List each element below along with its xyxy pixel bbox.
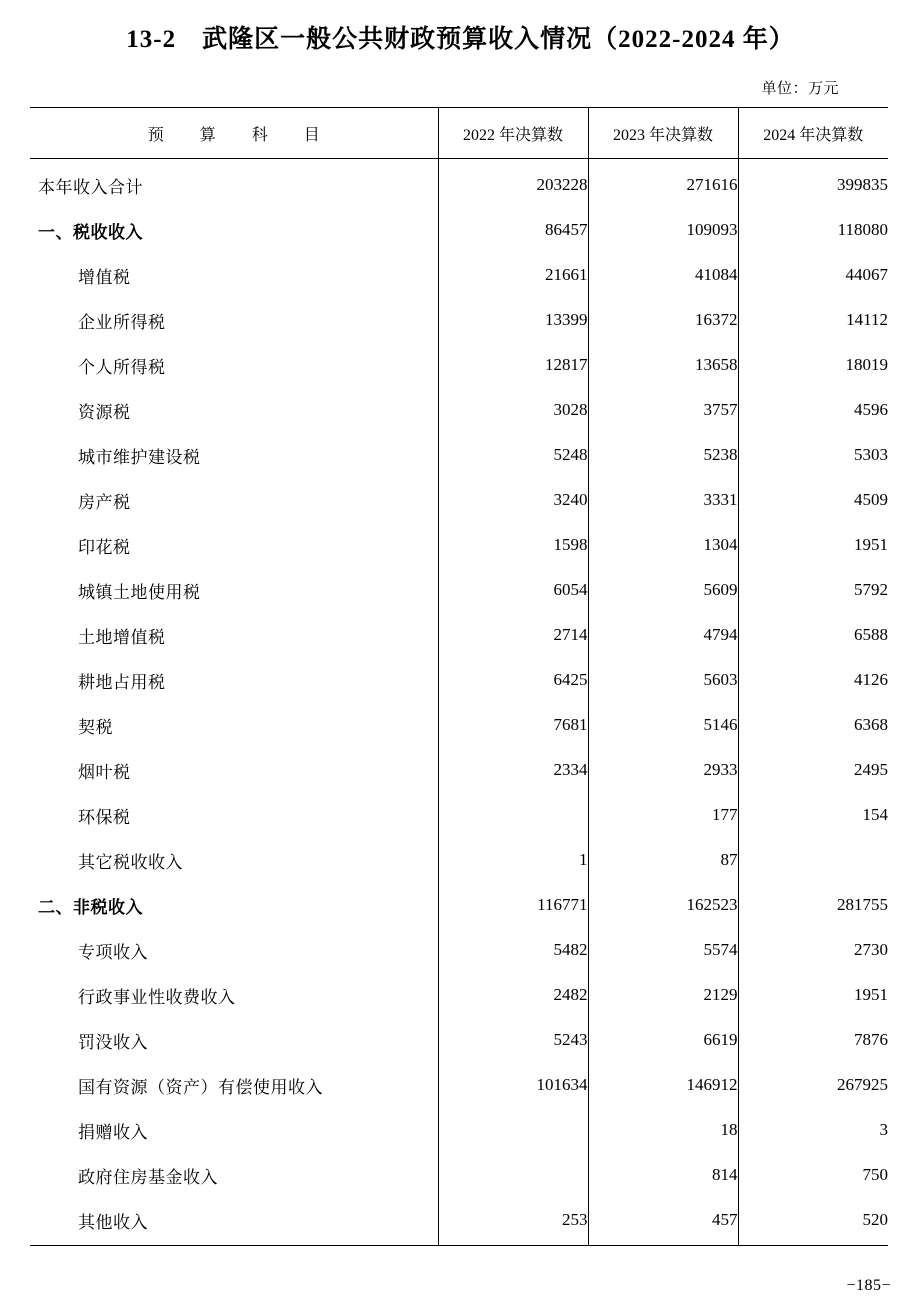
- budget-revenue-table: [30, 107, 888, 1245]
- document-page: [0, 24, 921, 1313]
- row-label: 印花税: [78, 537, 131, 557]
- table-row: [30, 1108, 888, 1153]
- cell-2022: 101634: [438, 1063, 588, 1108]
- table-row: [30, 703, 888, 748]
- cell-2022: 6054: [438, 568, 588, 613]
- cell-2024: 1951: [738, 973, 888, 1018]
- cell-2022: 6425: [438, 658, 588, 703]
- table-row: [30, 1018, 888, 1063]
- table-bottom-rule: [30, 1245, 888, 1246]
- cell-2022: 1598: [438, 523, 588, 568]
- cell-2023: 109093: [588, 208, 738, 253]
- row-label: 城市维护建设税: [78, 447, 201, 467]
- table-row: [30, 658, 888, 703]
- row-label: 专项收入: [78, 942, 148, 962]
- cell-2024: 118080: [738, 208, 888, 253]
- cell-2022: 253: [438, 1198, 588, 1245]
- cell-2023: 41084: [588, 253, 738, 298]
- page-title: 13-2 武隆区一般公共财政预算收入情况（2022-2024 年）: [126, 26, 795, 53]
- unit-note: 单位：万元: [761, 80, 839, 97]
- row-label: 罚没收入: [78, 1032, 148, 1052]
- table-row: [30, 1153, 888, 1198]
- cell-2022: 116771: [438, 883, 588, 928]
- row-label: 耕地占用税: [78, 672, 166, 692]
- column-header-2022: 2022 年决算数: [438, 107, 588, 158]
- row-label: 房产税: [78, 492, 131, 512]
- cell-2023: 87: [588, 838, 738, 883]
- table-row: [30, 973, 888, 1018]
- column-header-2024: 2024 年决算数: [738, 107, 888, 158]
- cell-2023: 2933: [588, 748, 738, 793]
- cell-2024: 3: [738, 1108, 888, 1153]
- cell-2023: 162523: [588, 883, 738, 928]
- column-header-subject: 预 算 科 目: [30, 107, 438, 158]
- table-row: [30, 928, 888, 973]
- cell-2022: 7681: [438, 703, 588, 748]
- table-row: [30, 568, 888, 613]
- cell-2023: 3331: [588, 478, 738, 523]
- cell-2022: 3240: [438, 478, 588, 523]
- table-row: [30, 883, 888, 928]
- cell-2024: 2730: [738, 928, 888, 973]
- cell-2023: 814: [588, 1153, 738, 1198]
- cell-2024: 5792: [738, 568, 888, 613]
- cell-2023: 2129: [588, 973, 738, 1018]
- cell-2024: 14112: [738, 298, 888, 343]
- table-row: [30, 253, 888, 298]
- cell-2022: 2334: [438, 748, 588, 793]
- table-row: [30, 388, 888, 433]
- row-label: 增值税: [78, 267, 131, 287]
- column-header-2023: 2023 年决算数: [588, 107, 738, 158]
- table-row: [30, 613, 888, 658]
- row-label: 契税: [78, 717, 113, 737]
- table-row: [30, 298, 888, 343]
- cell-2022: [438, 1153, 588, 1198]
- table-row: [30, 158, 888, 208]
- cell-2022: 1: [438, 838, 588, 883]
- cell-2023: 13658: [588, 343, 738, 388]
- cell-2024: 520: [738, 1198, 888, 1245]
- cell-2024: 44067: [738, 253, 888, 298]
- cell-2023: 5238: [588, 433, 738, 478]
- row-label: 环保税: [78, 807, 131, 827]
- cell-2022: 5243: [438, 1018, 588, 1063]
- table-row: [30, 523, 888, 568]
- cell-2022: 86457: [438, 208, 588, 253]
- cell-2023: 5603: [588, 658, 738, 703]
- cell-2023: 16372: [588, 298, 738, 343]
- cell-2022: 2482: [438, 973, 588, 1018]
- table-row: [30, 433, 888, 478]
- cell-2023: 4794: [588, 613, 738, 658]
- cell-2024: 4126: [738, 658, 888, 703]
- row-label: 行政事业性收费收入: [78, 987, 236, 1007]
- cell-2024: 267925: [738, 1063, 888, 1108]
- row-label: 个人所得税: [78, 357, 166, 377]
- cell-2024: 1951: [738, 523, 888, 568]
- row-label: 城镇土地使用税: [78, 582, 201, 602]
- table-body: [30, 158, 888, 1245]
- cell-2023: 6619: [588, 1018, 738, 1063]
- cell-2024: 154: [738, 793, 888, 838]
- table-row: [30, 1063, 888, 1108]
- table-header-row: [30, 107, 888, 158]
- table-row: [30, 1198, 888, 1245]
- cell-2022: 21661: [438, 253, 588, 298]
- row-label: 本年收入合计: [38, 177, 143, 197]
- cell-2022: [438, 793, 588, 838]
- table-row: [30, 208, 888, 253]
- cell-2024: 5303: [738, 433, 888, 478]
- cell-2023: 5146: [588, 703, 738, 748]
- cell-2024: [738, 838, 888, 883]
- row-label: 二、非税收入: [38, 897, 143, 917]
- cell-2023: 18: [588, 1108, 738, 1153]
- table-row: [30, 748, 888, 793]
- row-label: 其它税收收入: [78, 852, 183, 872]
- cell-2024: 6368: [738, 703, 888, 748]
- row-label: 国有资源（资产）有偿使用收入: [78, 1077, 323, 1097]
- cell-2024: 4596: [738, 388, 888, 433]
- cell-2024: 4509: [738, 478, 888, 523]
- cell-2024: 7876: [738, 1018, 888, 1063]
- cell-2023: 177: [588, 793, 738, 838]
- cell-2024: 18019: [738, 343, 888, 388]
- cell-2024: 2495: [738, 748, 888, 793]
- row-label: 企业所得税: [78, 312, 166, 332]
- cell-2022: 5482: [438, 928, 588, 973]
- cell-2023: 271616: [588, 158, 738, 208]
- cell-2022: 203228: [438, 158, 588, 208]
- cell-2024: 6588: [738, 613, 888, 658]
- cell-2022: 2714: [438, 613, 588, 658]
- table-row: [30, 343, 888, 388]
- table-row: [30, 478, 888, 523]
- table-header: [30, 107, 888, 158]
- cell-2024: 399835: [738, 158, 888, 208]
- cell-2022: 13399: [438, 298, 588, 343]
- table-row: [30, 793, 888, 838]
- cell-2023: 5609: [588, 568, 738, 613]
- cell-2023: 5574: [588, 928, 738, 973]
- row-label: 一、税收收入: [38, 222, 143, 242]
- row-label: 资源税: [78, 402, 131, 422]
- cell-2022: 12817: [438, 343, 588, 388]
- row-label: 烟叶税: [78, 762, 131, 782]
- page-number: −185−: [846, 1277, 891, 1294]
- row-label: 捐赠收入: [78, 1122, 148, 1142]
- cell-2024: 750: [738, 1153, 888, 1198]
- cell-2022: [438, 1108, 588, 1153]
- row-label: 政府住房基金收入: [78, 1167, 218, 1187]
- cell-2024: 281755: [738, 883, 888, 928]
- row-label: 土地增值税: [78, 627, 166, 647]
- row-label: 其他收入: [78, 1212, 148, 1232]
- cell-2023: 3757: [588, 388, 738, 433]
- cell-2023: 1304: [588, 523, 738, 568]
- cell-2023: 457: [588, 1198, 738, 1245]
- table-row: [30, 838, 888, 883]
- cell-2023: 146912: [588, 1063, 738, 1108]
- cell-2022: 5248: [438, 433, 588, 478]
- cell-2022: 3028: [438, 388, 588, 433]
